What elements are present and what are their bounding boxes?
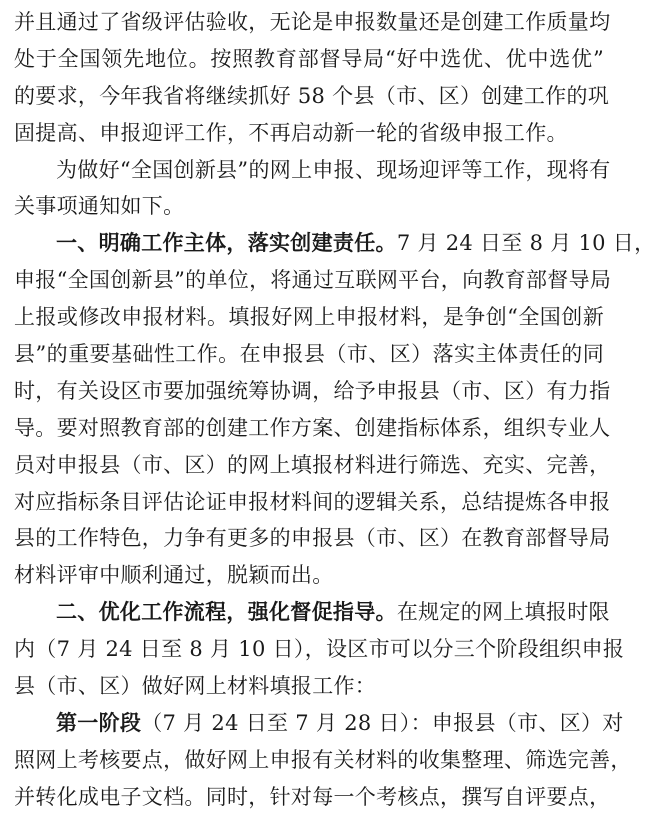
text-line: 县（市、区）做好网上材料填报工作： xyxy=(14,674,377,699)
stage-heading-text: （7 月 24 日至 7 月 28 日）：申报县（市、区）对 xyxy=(141,710,624,735)
text-line: 上报或修改申报材料。填报好网上申报材料，是争创“全国创新 xyxy=(14,305,604,330)
text-line: 县”的重要基础性工作。在申报县（市、区）落实主体责任的同 xyxy=(14,342,604,367)
text-line: 并且通过了省级评估验收，无论是申报数量还是创建工作质量均 xyxy=(14,10,611,34)
text-line: 关事项通知如下。 xyxy=(14,194,185,219)
text-line: 导。要对照教育部的创建工作方案、创建指标体系，组织专业人 xyxy=(14,415,611,440)
paragraph-start-line: 为做好“全国创新县”的网上申报、现场迎评等工作，现将有 xyxy=(56,157,611,182)
section-heading-text: 7 月 24 日至 8 月 10 日， xyxy=(396,231,655,256)
section-heading-text: 在规定的网上填报时限 xyxy=(396,600,610,625)
text-line: 对应指标条目评估论证申报材料间的逻辑关系，总结提炼各申报 xyxy=(14,489,611,514)
text-line: 时，有关设区市要加强统筹协调，给予申报县（市、区）有力指 xyxy=(14,378,611,403)
section-heading-bold: 一、明确工作主体，落实创建责任。 xyxy=(56,231,397,256)
text-line: 固提高、申报迎评工作，不再启动新一轮的省级申报工作。 xyxy=(14,120,568,145)
text-line: 照网上考核要点，做好网上申报有关材料的收集整理、筛选完善， xyxy=(14,747,632,772)
section-heading-bold: 二、优化工作流程，强化督促指导。 xyxy=(56,600,397,625)
section-heading-line xyxy=(14,225,655,262)
text-line: 员对申报县（市、区）的网上填报材料进行筛选、充实、完善， xyxy=(14,452,611,477)
text-line: 材料评审中顺利通过，脱颖而出。 xyxy=(14,563,334,588)
text-line: 处于全国领先地位。按照教育部督导局“好中选优、优中选优” xyxy=(14,46,604,71)
stage-heading-bold: 第一阶段 xyxy=(56,710,142,735)
text-line: 内（7 月 24 日至 8 月 10 日），设区市可以分三个阶段组织申报 xyxy=(14,637,625,662)
text-line: 的要求，今年我省将继续抓好 58 个县（市、区）创建工作的巩 xyxy=(14,83,610,108)
text-line: 县的工作特色，力争有更多的申报县（市、区）在教育部督导局 xyxy=(14,526,611,551)
text-line: 申报“全国创新县”的单位，将通过互联网平台，向教育部督导局 xyxy=(14,268,612,293)
stage-heading-line xyxy=(14,705,624,742)
section-heading-line xyxy=(14,594,610,631)
document-page xyxy=(14,4,655,816)
text-line: 并转化成电子文档。同时，针对每一个考核点，撰写自评要点， xyxy=(14,784,611,809)
